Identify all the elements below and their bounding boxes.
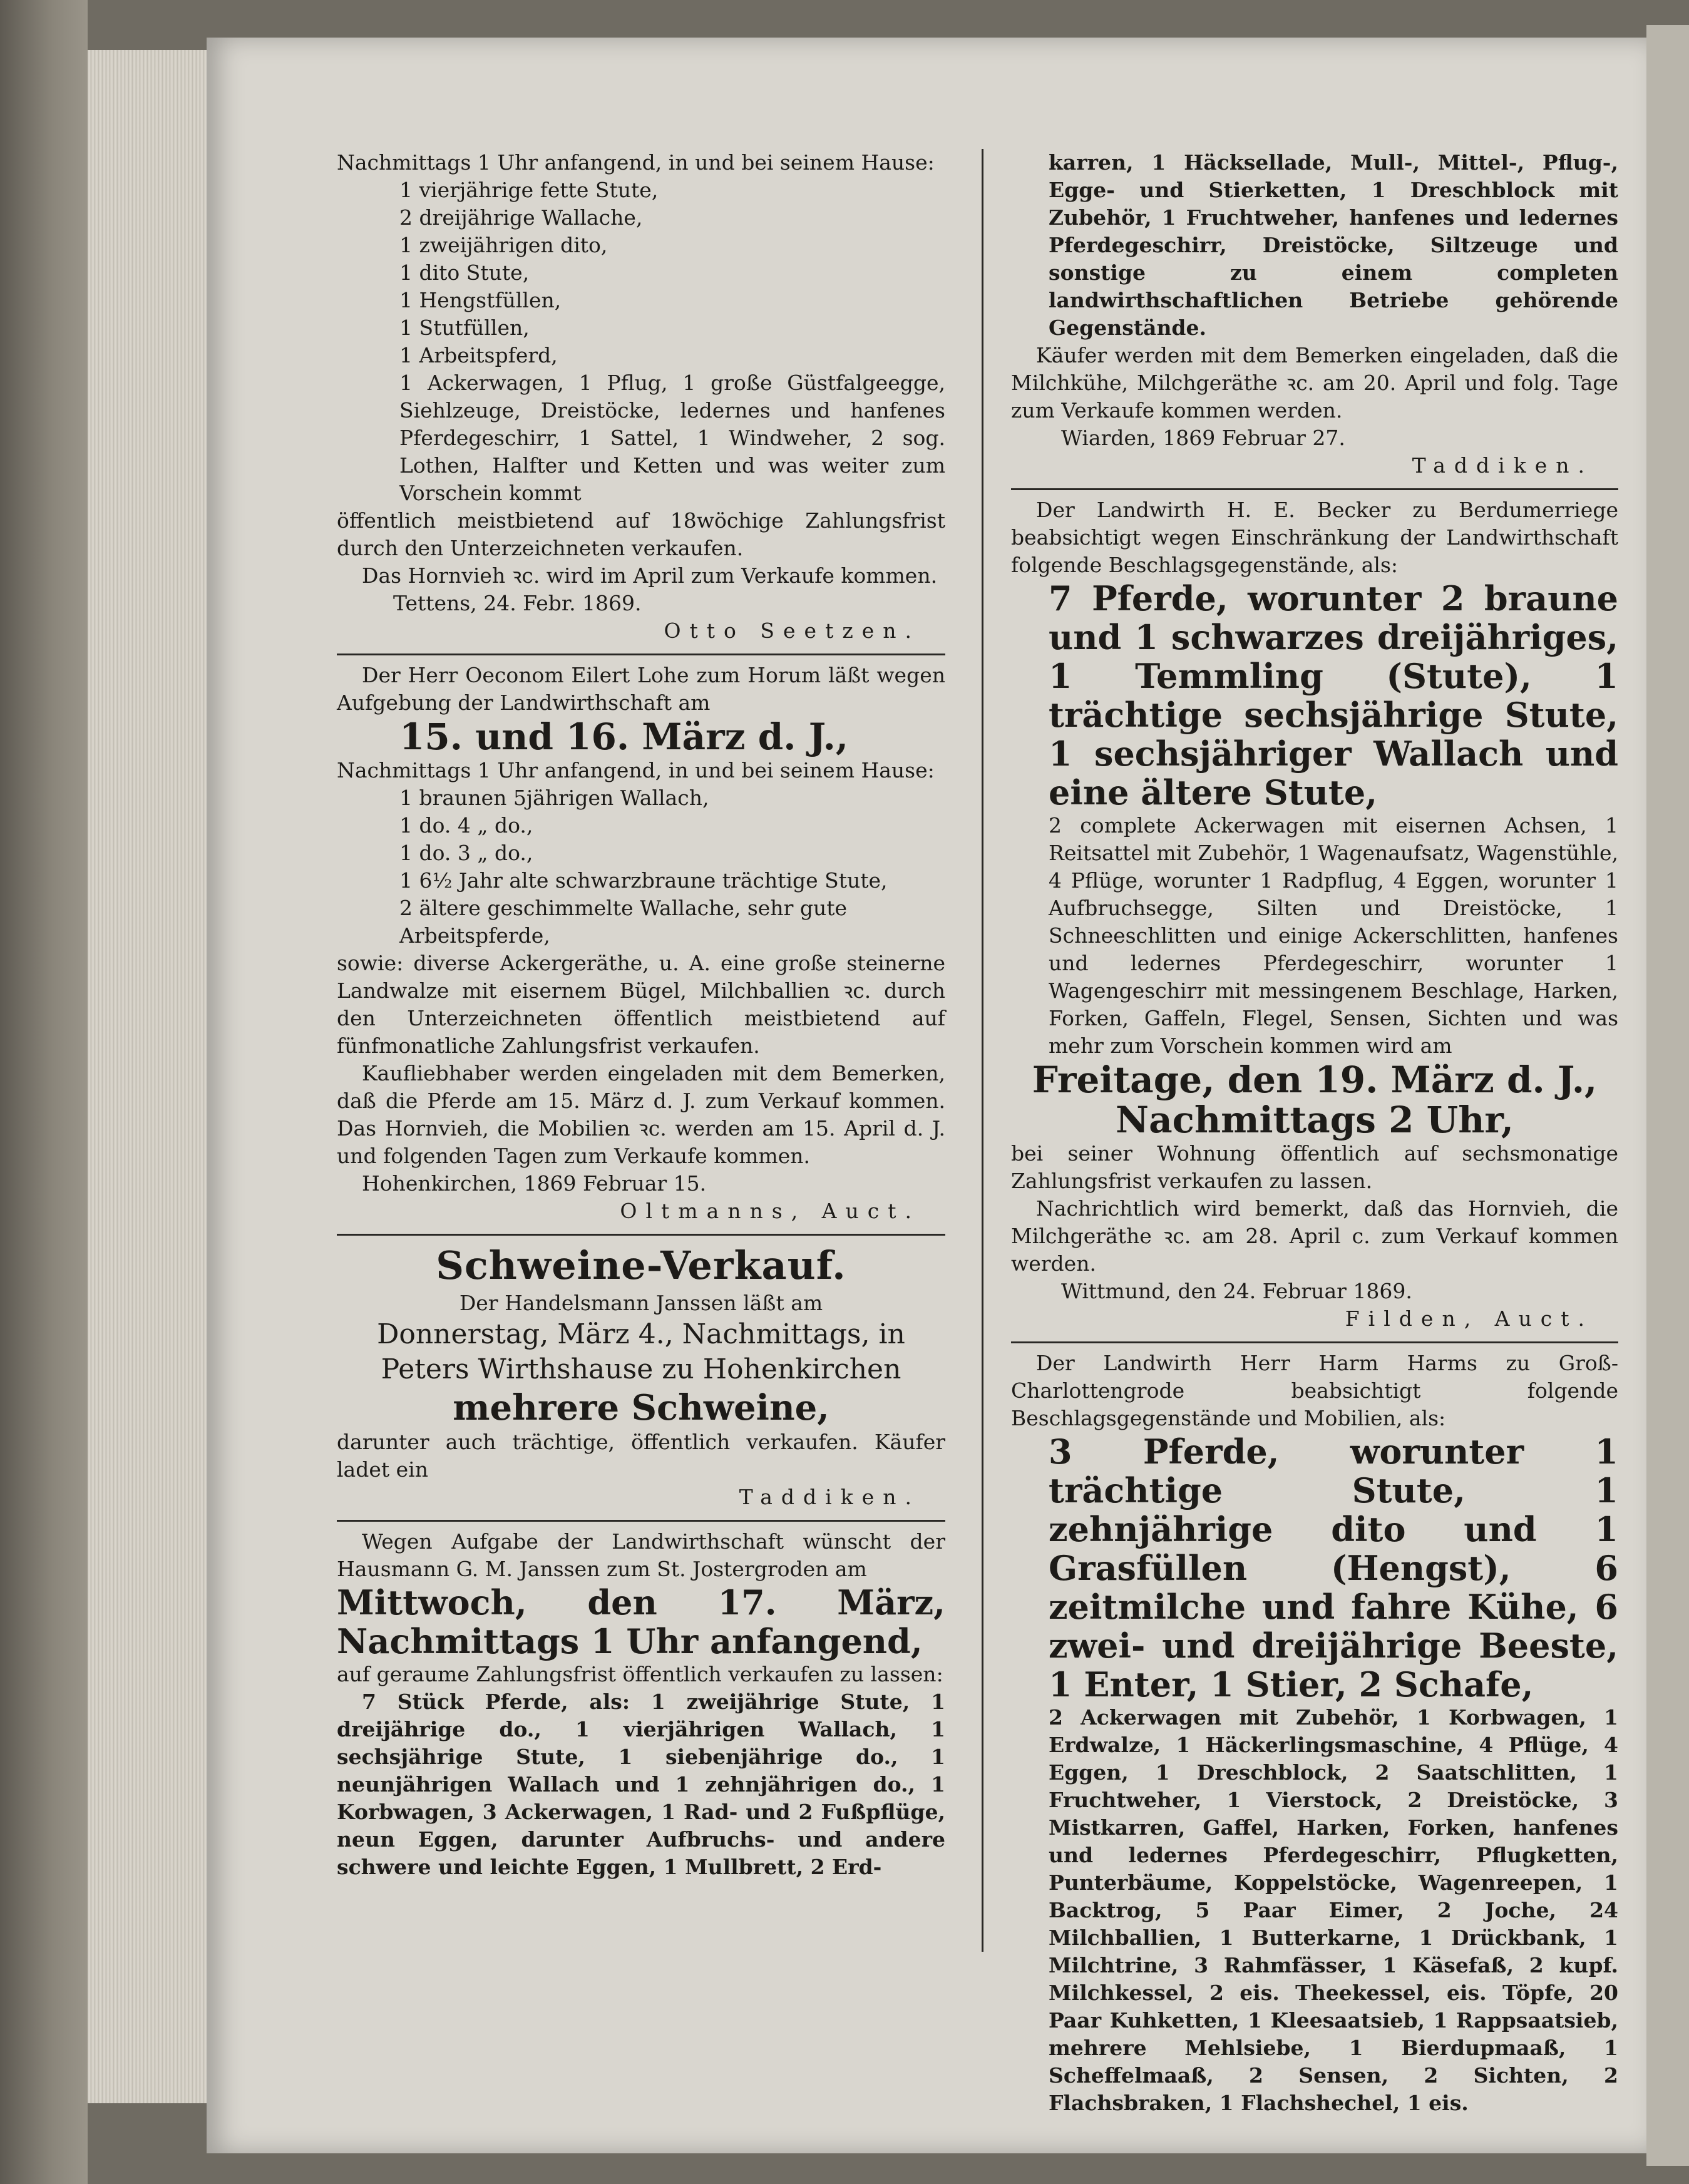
facing-page-edge — [1646, 25, 1689, 2166]
becker-intro: Der Landwirth H. E. Becker zu Berdumerriege beabsichtigt wegen Einschränkung der Landwirthschaft folgende Beschlagsgegenstände, als: — [1011, 498, 1618, 577]
list-item: 1 Ackerwagen, 1 Pflug, 1 große Güstfalgeegge, Siehlzeuge, Dreistöcke, ledernes und hanfenes Pferdegeschirr, 1 Sattel, 1 Windweher, 2 sog. Lothen, Halfter und Ketten und was weiter zum Vorschein kommt — [399, 371, 945, 505]
list-item: 1 vierjährige fette Stute, — [399, 178, 659, 202]
ad2-intro: Der Herr Oeconom Eilert Lohe zum Horum läßt wegen Aufgebung der Landwirthschaft am — [337, 663, 945, 715]
advert-harms — [1011, 1350, 1618, 2117]
ad2-date: 15. und 16. März d. J., — [399, 715, 849, 758]
list-item: 1 do. 4 „ do., — [399, 813, 533, 838]
ad1-signature: Otto Seetzen. — [664, 618, 920, 643]
becker-date: Freitage, den 19. März d. J., Nachmittags 2 Uhr, — [1032, 1059, 1598, 1141]
becker-items: 2 complete Ackerwagen mit eisernen Achsen, 1 Reitsattel mit Zubehör, 1 Wagenaufsatz, Wagenstühle, 4 Pflüge, worunter 1 Radpflug, 4 Eggen, worunter 1 Aufbruchsegge, Silten und Dreistöcke, 1 Schneeschlitten und einige Ackerschlitten, hanfenes und ledernes Pferdegeschirr, worunter 1 Wagengeschirr mit messingenem Beschlage, Harken, Forken, Gaffeln, Flegel, Sensen, Sichten und was mehr zum Vorschein kommen wird am — [1049, 813, 1618, 1058]
ad3-line1: Der Handelsmann Janssen läßt am — [459, 1291, 823, 1315]
cont-signature: Taddiken. — [1412, 453, 1593, 478]
ad3-bold: mehrere Schweine, — [453, 1387, 829, 1428]
list-item: 1 Stutfüllen, — [399, 315, 530, 340]
divider — [337, 654, 945, 655]
list-item: 1 6½ Jahr alte schwarzbraune trächtige Stute, — [399, 868, 888, 893]
list-item: 1 braunen 5jährigen Wallach, — [399, 786, 709, 810]
harms-big: 3 Pferde, worunter 1 trächtige Stute, 1 zehnjährige dito und 1 Grasfüllen (Hengst), 6 zeitmilche und fahre Kühe, 6 zwei- und dreijährige Beeste, 1 Enter, 1 Stier, 2 Schafe, — [1049, 1432, 1618, 1705]
harms-items: 2 Ackerwagen mit Zubehör, 1 Korbwagen, 1 Erdwalze, 1 Häckerlingsmaschine, 4 Pflüge, 4 Eggen, 1 Dreschblock, 2 Saatschlitten, 1 Fruchtweher, 1 Vierstock, 2 Dreistöcke, 3 Mistkarren, Gaffel, Harken, Forken, hanfenes und ledernes Pferdegeschirr, Pflugketten, Punterbäume, Koppelstöcke, Wagenreepen, 1 Backtrog, 5 Paar Eimer, 2 Joche, 24 Milchballien, 1 Butterkarne, 1 Drückbank, 1 Milchtrine, 3 Rahmfässer, 1 Käsefaß, 2 kupf. Milchkessel, 2 eis. Theekessel, eis. Töpfe, 20 Paar Kuhketten, 1 Kleesaatsieb, 1 Rappsaatsieb, mehrere Mehlsiebe, 1 Bierdupmaaß, 1 Scheffelmaaß, 2 Sensen, 2 Sichten, 2 Flachsbraken, 1 Flachshechel, 1 eis. — [1049, 1705, 1618, 2115]
ad1-intro: Nachmittags 1 Uhr anfangend, in und bei seinem Hause: — [337, 150, 935, 175]
list-item: 1 dito Stute, — [399, 260, 530, 285]
ad4-intro: Wegen Aufgabe der Landwirthschaft wünscht der Hausmann G. M. Janssen zum St. Jostergroden am — [337, 1529, 945, 1581]
cont-place-date: Wiarden, 1869 Februar 27. — [1061, 426, 1345, 450]
ad3-body: darunter auch trächtige, öffentlich verkaufen. Käufer ladet ein — [337, 1430, 945, 1482]
right-column — [1011, 149, 1618, 2117]
ad1-body: öffentlich meistbietend auf 18wöchige Zahlungsfrist durch den Unterzeichneten verkaufen. — [337, 508, 945, 560]
ad1-note: Das Hornvieh ꝛc. wird im April zum Verkaufe kommen. — [362, 563, 938, 588]
becker-place-date: Wittmund, den 24. Februar 1869. — [1061, 1279, 1412, 1303]
ad2-items — [399, 784, 945, 950]
becker-body: bei seiner Wohnung öffentlich auf sechsmonatige Zahlungsfrist verkaufen zu lassen. — [1011, 1141, 1618, 1193]
ad3-line3: Peters Wirthshause zu Hohenkirchen — [381, 1353, 901, 1385]
ad4-date: Mittwoch, den 17. März, Nachmittags 1 Uhr anfangend, — [337, 1582, 945, 1661]
ad2-place-date: Hohenkirchen, 1869 Februar 15. — [362, 1171, 707, 1196]
divider — [1011, 1341, 1618, 1343]
becker-note: Nachrichtlich wird bemerkt, daß das Hornvieh, die Milchgeräthe ꝛc. am 28. April c. zum Verkauf kommen werden. — [1011, 1196, 1618, 1276]
list-item: 1 do. 3 „ do., — [399, 841, 533, 865]
ad1-items — [399, 177, 945, 507]
list-item: 2 ältere geschimmelte Wallache, sehr gute Arbeitspferde, — [399, 896, 848, 948]
advert-2 — [337, 662, 945, 1225]
column-divider — [982, 149, 983, 1952]
advert-continuation — [1011, 149, 1618, 479]
harms-intro: Der Landwirth Herr Harm Harms zu Groß-Charlottengrode beabsichtigt folgende Beschlagsgegenstände und Mobilien, als: — [1011, 1351, 1618, 1430]
ad2-body: sowie: diverse Ackergeräthe, u. A. eine große steinerne Landwalze mit eisernem Bügel, Milchballien ꝛc. durch den Unterzeichneten öffentlich meistbietend auf fünfmonatliche Zahlungsfrist verkaufen. — [337, 951, 945, 1058]
list-item: 1 zweijährigen dito, — [399, 233, 608, 257]
book-cover-edge — [0, 0, 88, 2184]
cont-note: Käufer werden mit dem Bemerken eingeladen, daß die Milchkühe, Milchgeräthe ꝛc. am 20. April und folg. Tage zum Verkaufe kommen werden. — [1011, 343, 1618, 423]
list-item: 1 Arbeitspferd, — [399, 343, 558, 367]
divider — [337, 1234, 945, 1236]
ad1-place-date: Tettens, 24. Febr. 1869. — [393, 591, 642, 615]
ad3-line2: Donnerstag, März 4., Nachmittags, in — [377, 1318, 905, 1350]
page-edges — [88, 50, 213, 2103]
divider — [337, 1520, 945, 1522]
advert-1 — [337, 149, 945, 645]
ad4-body: auf geraume Zahlungsfrist öffentlich verkaufen zu lassen: — [337, 1662, 943, 1686]
ad2-signature: Oltmanns, Auct. — [620, 1199, 920, 1223]
ad2-note: Kaufliebhaber werden eingeladen mit dem Bemerken, daß die Pferde am 15. März d. J. zum Verkauf kommen. Das Hornvieh, die Mobilien ꝛc. werden am 15. April d. J. und folgenden Tagen zum Verkaufe kommen. — [337, 1061, 945, 1168]
becker-big: 7 Pferde, worunter 2 braune und 1 schwarzes dreijähriges, 1 Temmling (Stute), 1 trächtige sechsjährige Stute, 1 sechsjähriger Wallach und eine ältere Stute, — [1049, 578, 1618, 813]
advert-becker — [1011, 496, 1618, 1333]
becker-signature: Filden, Auct. — [1345, 1306, 1593, 1331]
ad2-time: Nachmittags 1 Uhr anfangend, in und bei seinem Hause: — [337, 758, 935, 782]
ad4-items: 7 Stück Pferde, als: 1 zweijährige Stute, 1 dreijährige do., 1 vierjährigen Wallach, 1 sechsjährige Stute, 1 siebenjährige do., 1 neunjährigen Wallach und 1 zehnjährigen do., 1 Korbwagen, 3 Ackerwagen, 1 Rad- und 2 Fußpflüge, neun Eggen, darunter Aufbruchs- und andere schwere und leichte Eggen, 1 Mullbrett, 2 Erd- — [337, 1689, 945, 1879]
divider — [1011, 488, 1618, 490]
ad3-heading: Schweine-Verkauf. — [436, 1243, 846, 1288]
list-item: 2 dreijährige Wallache, — [399, 205, 643, 230]
advert-3 — [337, 1242, 945, 1511]
cont-text: karren, 1 Häcksellade, Mull-, Mittel-, Pflug-, Egge- und Stierketten, 1 Dreschblock mit Zubehör, 1 Fruchtweher, hanfenes und ledernes Pferdegeschirr, Dreistöcke, Siltzeuge und sonstige zu einem completen landwirthschaftlichen Betriebe gehörende Gegenstände. — [1049, 150, 1618, 340]
ad3-signature: Taddiken. — [739, 1485, 920, 1509]
list-item: 1 Hengstfüllen, — [399, 288, 562, 312]
advert-4 — [337, 1528, 945, 1881]
left-column — [337, 149, 945, 1881]
